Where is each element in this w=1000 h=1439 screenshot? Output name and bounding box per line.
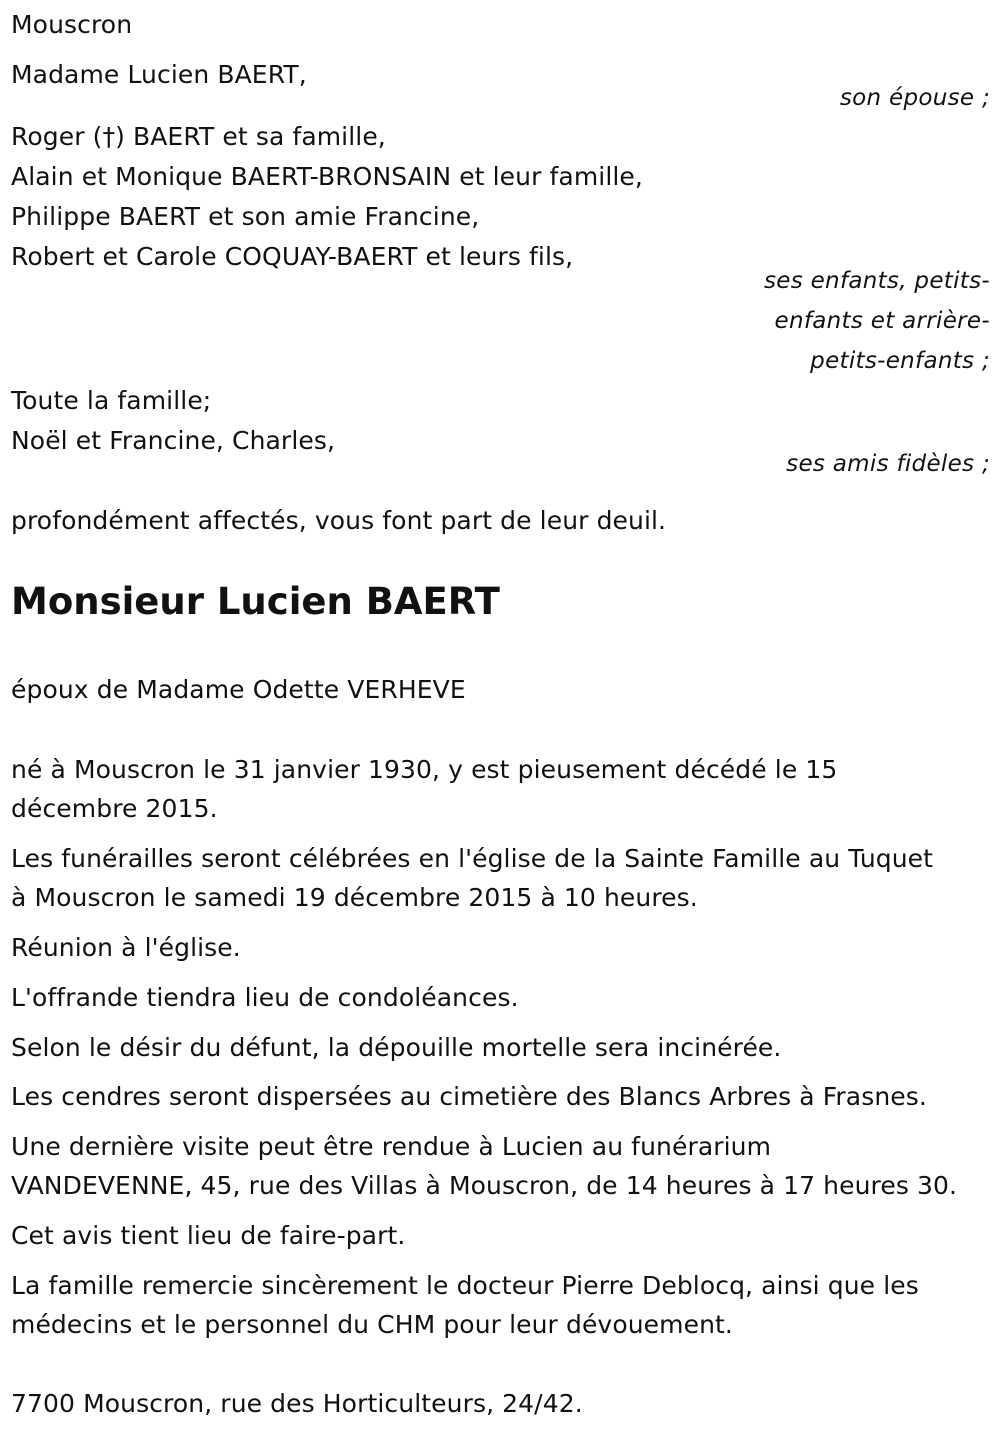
detail-line: Une dernière visite peut être rendue à Lucien au funérarium — [11, 1132, 772, 1161]
detail-line: L'offrande tiendra lieu de condoléances. — [11, 983, 519, 1012]
spouse-of-line: époux de Madame Odette VERHEVE — [11, 675, 466, 704]
detail-line: Réunion à l'église. — [11, 933, 241, 962]
child-line: Alain et Monique BAERT-BRONSAIN et leur famille, — [11, 162, 643, 191]
address-line: 7700 Mouscron, rue des Horticulteurs, 24/42. — [11, 1389, 583, 1418]
closing-line: profondément affectés, vous font part de leur deuil. — [11, 506, 667, 535]
detail-paragraph — [11, 1266, 996, 1344]
detail-paragraph — [11, 1028, 996, 1067]
detail-paragraph — [11, 839, 996, 917]
detail-paragraph — [11, 978, 996, 1017]
detail-line: à Mouscron le samedi 19 décembre 2015 à 10 heures. — [11, 883, 698, 912]
friends-role: ses amis fidèles ; — [786, 451, 990, 477]
detail-paragraph — [11, 928, 996, 967]
detail-paragraph — [11, 1127, 996, 1205]
children-role-line: ses enfants, petits- — [763, 268, 990, 294]
family-line: Noël et Francine, Charles, — [11, 426, 336, 455]
family-line: Toute la famille; — [11, 386, 212, 415]
detail-paragraph — [11, 750, 996, 828]
deceased-name: Monsieur Lucien BAERT — [11, 580, 500, 623]
detail-paragraph — [11, 1216, 996, 1255]
detail-line: médecins et le personnel du CHM pour leur dévouement. — [11, 1310, 733, 1339]
spouse-line: Madame Lucien BAERT, — [11, 60, 307, 89]
detail-line: Selon le désir du défunt, la dépouille mortelle sera incinérée. — [11, 1033, 782, 1062]
detail-line: Cet avis tient lieu de faire-part. — [11, 1221, 406, 1250]
detail-line: décembre 2015. — [11, 794, 218, 823]
child-line: Robert et Carole COQUAY-BAERT et leurs fils, — [11, 242, 574, 271]
detail-line: né à Mouscron le 31 janvier 1930, y est pieusement décédé le 15 — [11, 755, 838, 784]
spouse-role: son épouse ; — [839, 85, 990, 111]
child-line: Philippe BAERT et son amie Francine, — [11, 202, 480, 231]
detail-line: La famille remercie sincèrement le docteur Pierre Deblocq, ainsi que les — [11, 1271, 919, 1300]
detail-paragraph — [11, 1077, 996, 1116]
children-role-line: petits-enfants ; — [810, 348, 990, 374]
detail-line: VANDEVENNE, 45, rue des Villas à Mouscron, de 14 heures à 17 heures 30. — [11, 1171, 958, 1200]
child-line: Roger (†) BAERT et sa famille, — [11, 122, 386, 151]
detail-line: Les cendres seront dispersées au cimetière des Blancs Arbres à Frasnes. — [11, 1082, 927, 1111]
detail-line: Les funérailles seront célébrées en l'église de la Sainte Famille au Tuquet — [11, 844, 934, 873]
city-header: Mouscron — [11, 10, 133, 39]
children-role-line: enfants et arrière- — [774, 308, 990, 334]
